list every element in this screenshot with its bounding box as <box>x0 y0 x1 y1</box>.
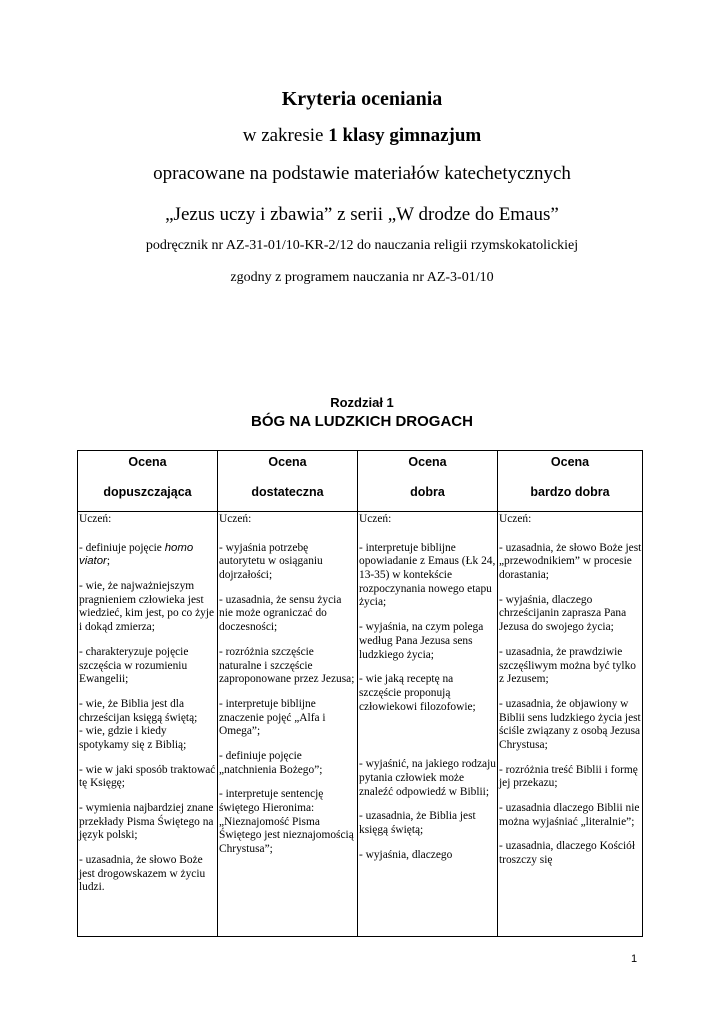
criterion-item: - definiuje pojęcie „natchnienia Bożego”; <box>219 749 323 776</box>
textbook-number-line: podręcznik nr AZ-31-01/10-KR-2/12 do nauczania religii rzymskokatolickiej <box>145 238 579 253</box>
document-title: Kryteria oceniania <box>281 88 443 110</box>
criterion-item: - uzasadnia, że słowo Boże jest „przewodnikiem” w procesie dorastania; <box>499 541 642 582</box>
page-number: 1 <box>631 953 638 965</box>
criterion-item: - uzasadnia, że objawiony w Biblii sens ludzkiego życia jest ściśle związany z osobą Jezusa Chrystusa; <box>499 697 641 751</box>
criterion-item: - wie, gdzie i kiedy spotykamy się z Biblią; <box>79 725 187 751</box>
series-line: „Jezus uczy i zbawia” z serii „W drodze do Emaus” <box>165 204 559 225</box>
criterion-item <box>79 542 217 569</box>
chapter-title: BÓG NA LUDZKICH DROGACH <box>251 413 473 430</box>
criterion-item: - uzasadnia, że sensu życia nie może ograniczać do doczesności; <box>219 593 342 634</box>
column-header-label: Ocena <box>550 455 590 469</box>
criterion-item: - wyjaśnia potrzebę autorytetu w osiąganiu dojrzałości; <box>219 541 323 582</box>
criterion-item: - wie w jaki sposób traktować tę Księgę; <box>79 763 216 790</box>
criterion-item: - charakteryzuje pojęcie szczęścia w rozumieniu Ewangelii; <box>79 645 189 686</box>
cell-lead: Uczeń: <box>219 513 252 525</box>
criterion-item: - wyjaśnia, na czym polega według Pana Jezusa sens ludzkiego życia; <box>359 621 484 661</box>
program-number-line: zgodny z programem nauczania nr AZ-3-01/10 <box>230 270 494 285</box>
grade-scope-line <box>0 125 724 147</box>
criteria-cell-dostateczna <box>218 512 358 937</box>
criterion-item: - wie, że najważniejszym pragnieniem człowieka jest wiedzieć, kim jest, po co żyje i dokąd zmierza; <box>79 580 215 634</box>
column-header-bardzo-dobra <box>498 451 643 512</box>
criterion-item: - uzasadnia, że Biblia jest księgą świętą; <box>359 810 476 836</box>
column-header-label: Ocena <box>268 455 307 469</box>
cell-lead: Uczeń: <box>359 513 392 525</box>
criterion-item: - rozróżnia szczęście naturalne i szczęście zaproponowane przez Jezusa; <box>219 645 355 686</box>
criteria-cell-dopuszczajaca <box>78 512 218 937</box>
criterion-item: - interpretuje sentencję świętego Hieronima: „Nieznajomość Pisma Świętego jest nieznajomością Chrystusa”; <box>219 788 354 856</box>
criterion-item: - rozróżnia treść Biblii i formę jej przekazu; <box>499 763 638 790</box>
column-header-grade: dobra <box>410 485 445 499</box>
column-header-grade: dostateczna <box>251 485 324 499</box>
column-header-grade: dopuszczająca <box>103 485 192 499</box>
cell-lead: Uczeń: <box>499 513 532 525</box>
criterion-text: ; <box>106 555 111 568</box>
grade-scope-class: 1 klasy gimnazjum <box>328 125 482 146</box>
criterion-item: - interpretuje biblijne znaczenie pojęć „Alfa i Omega”; <box>219 697 326 738</box>
criteria-cell-dobra <box>358 512 498 937</box>
column-header-label: Ocena <box>408 455 447 469</box>
column-header-dostateczna <box>218 451 358 512</box>
criterion-item: - uzasadnia, dlaczego Kościół troszczy się <box>499 840 635 867</box>
column-header-dopuszczajaca <box>78 451 218 512</box>
criterion-item: - uzasadnia, że słowo Boże jest drogowskazem w życiu ludzi. <box>79 854 206 894</box>
grading-criteria-table <box>77 450 643 937</box>
chapter-label: Rozdział 1 <box>330 395 394 410</box>
cell-lead: Uczeń: <box>79 513 112 525</box>
criterion-item: - interpretuje biblijne opowiadanie z Emaus (Łk 24, 13-35) w kontekście rozpoczynania nowego etapu życia; <box>359 541 496 609</box>
criterion-item: - wymienia najbardziej znane przekłady Pisma Świętego na język polski; <box>79 802 214 842</box>
criterion-item: - uzasadnia, że prawdziwie szczęśliwym można być tylko z Jezusem; <box>499 645 636 686</box>
criterion-item: - wyjaśnia, dlaczego chrześcijanin zaprasza Pana Jezusa do swojego życia; <box>499 593 627 634</box>
criterion-item: - uzasadnia dlaczego Biblii nie można wyjaśniać „literalnie”; <box>499 802 640 828</box>
source-line: opracowane na podstawie materiałów katechetycznych <box>153 163 571 184</box>
table-row <box>78 512 643 937</box>
column-header-grade: bardzo dobra <box>530 485 610 499</box>
column-header-label: Ocena <box>128 455 167 469</box>
criterion-item: - wie jaką receptę na szczęście proponują człowiekowi filozofowie; <box>359 673 476 713</box>
criteria-cell-bardzo-dobra <box>498 512 643 937</box>
criterion-term: homo viator <box>79 541 194 568</box>
criterion-item: - wyjaśnia, dlaczego <box>359 848 453 861</box>
table-header-row <box>78 451 643 512</box>
criterion-item: - wie, że Biblia jest dla chrześcijan księgą świętą; <box>79 697 198 724</box>
grade-scope-prefix: w zakresie <box>242 125 329 146</box>
criterion-item: - wyjaśnić, na jakiego rodzaju pytania człowiek może znaleźć odpowiedź w Biblii; <box>359 758 496 798</box>
column-header-dobra <box>358 451 498 512</box>
criterion-text: - definiuje pojęcie <box>79 541 165 554</box>
